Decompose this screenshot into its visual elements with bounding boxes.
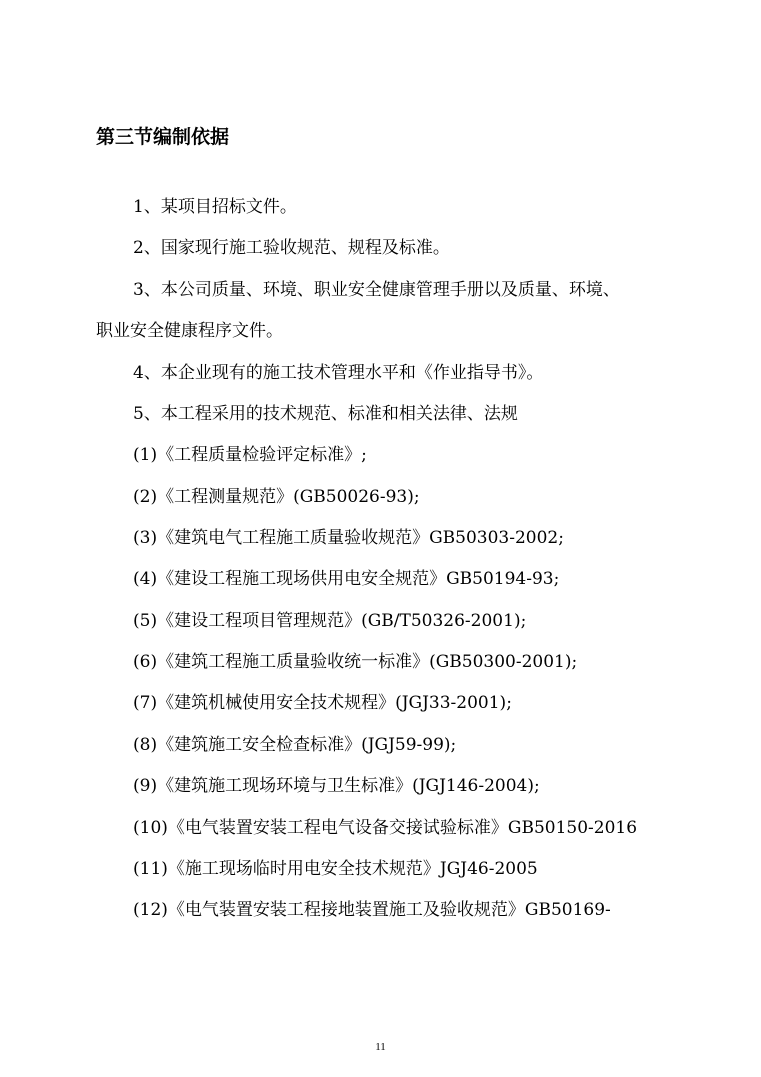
basis-item-1: 1、某项目招标文件。 [133,197,297,217]
standard-item-9: (9)《建筑施工现场环境与卫生标准》(JGJ146-2004); [133,776,540,796]
standard-item-3: (3)《建筑电气工程施工质量验收规范》GB50303-2002; [133,528,564,548]
standard-item-5: (5)《建设工程项目管理规范》(GB/T50326-2001); [133,611,527,631]
basis-item-3: 3、本公司质量、环境、职业安全健康管理手册以及质量、环境、 [133,280,620,300]
standard-item-10: (10)《电气装置安装工程电气设备交接试验标准》GB50150-2016 [133,818,638,838]
standard-item-1: (1)《工程质量检验评定标准》; [133,445,367,465]
standard-item-8: (8)《建筑施工安全检查标准》(JGJ59-99); [133,735,457,755]
standard-item-4: (4)《建设工程施工现场供用电安全规范》GB50194-93; [133,569,560,589]
basis-item-5: 5、本工程采用的技术规范、标准和相关法律、法规 [133,404,518,424]
basis-item-4: 4、本企业现有的施工技术管理水平和《作业指导书》。 [133,363,544,383]
standard-item-7: (7)《建筑机械使用安全技术规程》(JGJ33-2001); [133,693,512,713]
section-heading: 第三节编制依据 [96,126,230,148]
page-number: 11 [375,1041,386,1053]
standard-item-6: (6)《建筑工程施工质量验收统一标准》(GB50300-2001); [133,652,578,672]
basis-item-2: 2、国家现行施工验收规范、规程及标准。 [133,238,450,258]
standard-item-2: (2)《工程测量规范》(GB50026-93); [133,487,420,507]
basis-item-3-continued: 职业安全健康程序文件。 [96,321,283,341]
standard-item-11: (11)《施工现场临时用电安全技术规范》JGJ46-2005 [133,859,538,879]
standard-item-12: (12)《电气装置安装工程接地装置施工及验收规范》GB50169- [133,900,611,920]
